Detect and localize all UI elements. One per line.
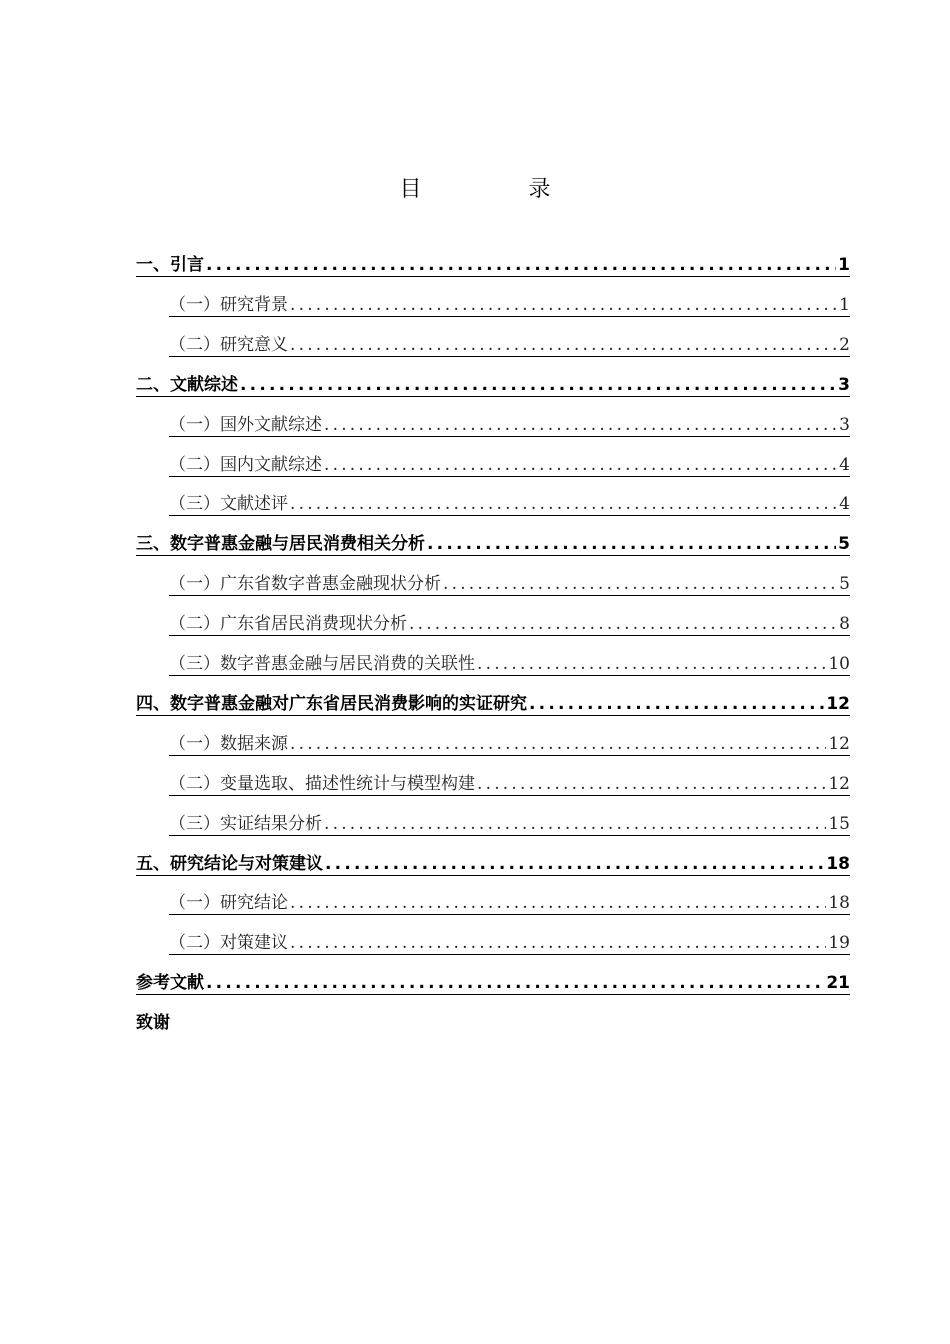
toc-leader-dots [425, 533, 836, 555]
toc-page-number: 2 [839, 334, 850, 355]
toc-page-number: 1 [838, 255, 850, 275]
toc-entry-label: （二）对策建议 [169, 933, 288, 954]
toc-leader-dots [238, 374, 836, 396]
toc-page-number: 12 [826, 693, 850, 714]
toc-entry-section[interactable] [169, 288, 850, 317]
toc-leader-dots [322, 454, 837, 476]
toc-page-number: 18 [826, 853, 850, 874]
toc-entry-label: （三）实证结果分析 [169, 813, 322, 834]
toc-page-number: 19 [828, 933, 850, 954]
toc-entry-acknowledgements[interactable]: 致谢 [136, 1013, 170, 1034]
toc-leader-dots [204, 972, 824, 994]
toc-entry-label: （二）广东省居民消费现状分析 [169, 614, 407, 635]
toc-page-number: 5 [839, 574, 850, 595]
toc-page-number: 21 [826, 973, 850, 994]
toc-entry-section[interactable] [169, 886, 850, 915]
toc-leader-dots [407, 613, 837, 635]
toc-page-number: 3 [839, 414, 850, 435]
toc-leader-dots [322, 414, 837, 436]
toc-page-number: 18 [828, 893, 850, 914]
toc-title: 目 录 [399, 177, 601, 202]
toc-page-number: 12 [828, 733, 850, 754]
toc-entry-chapter[interactable] [136, 847, 850, 876]
toc-entry-label: （二）国内文献综述 [169, 454, 322, 475]
toc-entry-label: 二、文献综述 [136, 374, 238, 395]
toc-leader-dots [288, 294, 837, 316]
toc-page-number: 10 [828, 654, 850, 674]
toc-entry-label: 三、数字普惠金融与居民消费相关分析 [136, 534, 425, 555]
toc-leader-dots [204, 254, 836, 276]
toc-entry-label: （三）数字普惠金融与居民消费的关联性 [169, 654, 475, 674]
toc-entry-section[interactable] [169, 807, 850, 836]
toc-entry-label: （一）广东省数字普惠金融现状分析 [169, 574, 441, 595]
toc-page-number: 12 [828, 773, 850, 794]
toc-entry-chapter[interactable] [136, 687, 850, 716]
toc-entry-section[interactable] [169, 328, 850, 357]
toc-entry-section[interactable] [169, 408, 850, 437]
toc-entry-label: （三）文献述评 [169, 494, 288, 515]
toc-entry-label: （一）研究结论 [169, 893, 288, 914]
toc-leader-dots [288, 334, 837, 356]
toc-leader-dots [527, 693, 824, 715]
toc-leader-dots [441, 573, 837, 595]
toc-leader-dots [475, 653, 826, 675]
toc-entry-label: 一、引言 [136, 255, 204, 275]
toc-entry-label: 五、研究结论与对策建议 [136, 853, 323, 874]
toc-entry-label: （二）研究意义 [169, 334, 288, 355]
toc-entry-chapter[interactable] [136, 527, 850, 556]
toc-leader-dots [288, 892, 826, 914]
toc-leader-dots [323, 853, 824, 875]
toc-page-number: 8 [839, 614, 850, 635]
toc-leader-dots [288, 733, 826, 755]
toc-entry-section[interactable] [169, 926, 850, 955]
toc-page-number: 4 [839, 454, 850, 475]
toc-entry-section[interactable] [169, 607, 850, 636]
toc-page-number: 15 [828, 813, 850, 834]
toc-entry-section[interactable] [169, 567, 850, 596]
toc-entry-section[interactable] [169, 487, 850, 516]
toc-entry-label: 参考文献 [136, 973, 204, 994]
toc-entry-chapter[interactable] [136, 368, 850, 397]
toc-entry-label: （二）变量选取、描述性统计与模型构建 [169, 773, 475, 794]
toc-entry-chapter[interactable] [136, 248, 850, 277]
toc-entry-label: 四、数字普惠金融对广东省居民消费影响的实证研究 [136, 693, 527, 714]
toc-entry-section[interactable] [169, 767, 850, 796]
toc-entry-section[interactable] [169, 727, 850, 756]
toc-entry-chapter[interactable] [136, 966, 850, 995]
toc-leader-dots [288, 932, 826, 954]
toc-leader-dots [288, 493, 837, 515]
toc-leader-dots [322, 813, 826, 835]
toc-page-number: 1 [839, 294, 850, 315]
toc-entry-label: （一）数据来源 [169, 733, 288, 754]
toc-page-number: 5 [838, 534, 850, 555]
toc-entry-section[interactable] [169, 448, 850, 477]
toc-page-number: 4 [839, 494, 850, 515]
toc-entry-label: （一）研究背景 [169, 294, 288, 315]
toc-entry-label: （一）国外文献综述 [169, 414, 322, 435]
toc-entry-section[interactable] [169, 647, 850, 676]
toc-leader-dots [475, 773, 826, 795]
toc-page-number: 3 [838, 374, 850, 395]
